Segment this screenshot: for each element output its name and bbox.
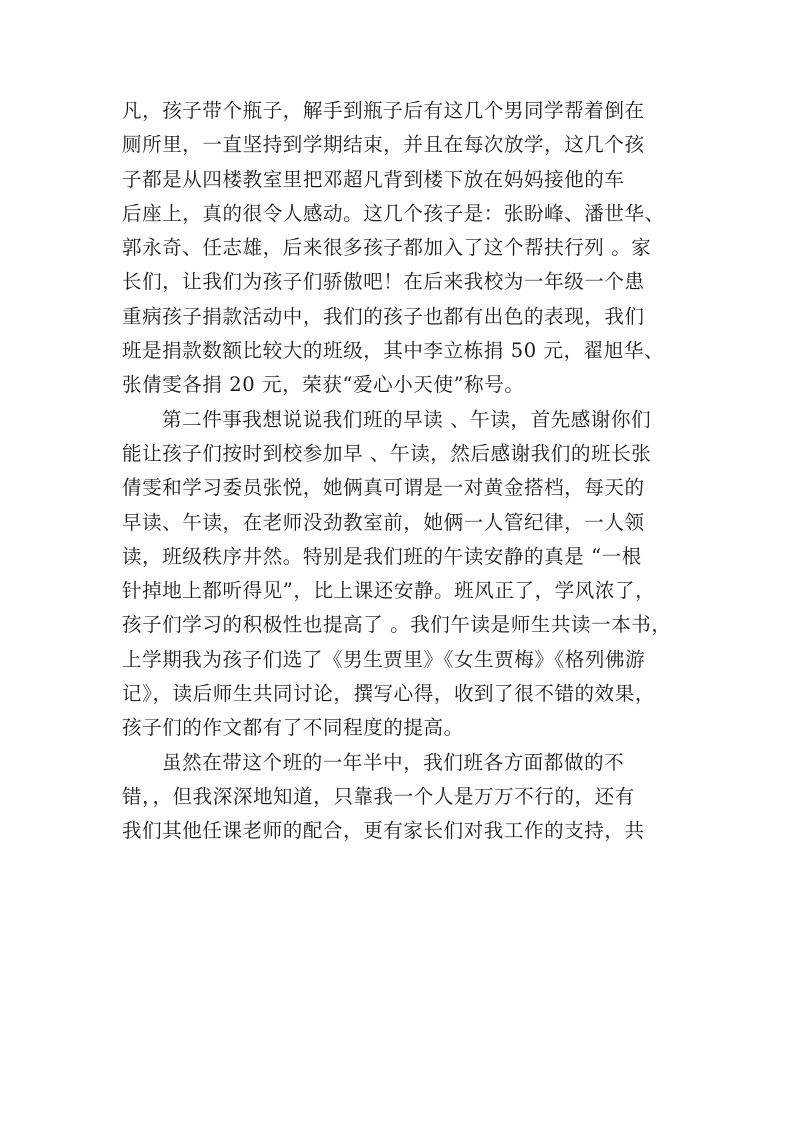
- text-line: 上学期我为孩子们选了《男生贾里》《女生贾梅》《格列佛游: [122, 647, 646, 671]
- text-line: 针掉地上都听得见”，比上课还安静。班风正了，学风浓了，: [122, 579, 656, 603]
- document-body: [122, 94, 682, 849]
- text-line: 我们其他任课老师的配合，更有家长们对我工作的支持，共: [122, 819, 645, 843]
- text-line: 孩子们学习的积极性也提高了 。我们午读是师生共读一本书，: [122, 613, 672, 637]
- text-line: 早读、午读，在老师没劲教室前，她俩一人管纪律，一人领: [122, 510, 645, 534]
- text-line: 后座上，真的很令人感动。这几个孩子是：张盼峰、潘世华、: [122, 201, 665, 225]
- text-line: 错，，但我深深地知道，只靠我一个人是万万不行的，还有: [122, 784, 635, 808]
- text-line: 读，班级秩序井然。特别是我们班的午读安静的真是 “一根: [122, 544, 642, 568]
- text-line: 子都是从四楼教室里把邓超凡背到楼下放在妈妈接他的车: [122, 167, 625, 191]
- text-line: 班是捐款数额比较大的班级，其中李立栋捐 50 元，翟旭华、: [122, 339, 665, 363]
- text-line: 重病孩子捐款活动中，我们的孩子也都有出色的表现，我们: [122, 304, 645, 328]
- text-line: 虽然在带这个班的一年半中，我们班各方面都做的不: [162, 750, 625, 774]
- text-line: 张倩雯各捐 20 元，荣获“爱心小天使”称号。: [122, 373, 525, 397]
- text-line: 能让孩子们按时到校参加早 、午读，然后感谢我们的班长张: [122, 441, 652, 465]
- text-line: 第二件事我想说说我们班的早读 、午读，首先感谢你们: [162, 407, 652, 431]
- text-line: 长们，让我们为孩子们骄傲吧！在后来我校为一年级一个患: [122, 270, 645, 294]
- text-line: 倩雯和学习委员张悦，她俩真可谓是一对黄金搭档，每天的: [122, 476, 645, 500]
- text-line: 记》，读后师生共同讨论，撰写心得，收到了很不错的效果，: [122, 682, 655, 706]
- text-line: 孩子们的作文都有了不同程度的提高。: [122, 716, 464, 740]
- text-line: 凡，孩子带个瓶子，解手到瓶子后有这几个男同学帮着倒在: [122, 99, 645, 122]
- text-line: 厕所里，一直坚持到学期结束，并且在每次放学，这几个孩: [122, 133, 645, 157]
- text-line: 郭永奇、任志雄，后来很多孩子都加入了这个帮扶行列 。家: [122, 236, 652, 260]
